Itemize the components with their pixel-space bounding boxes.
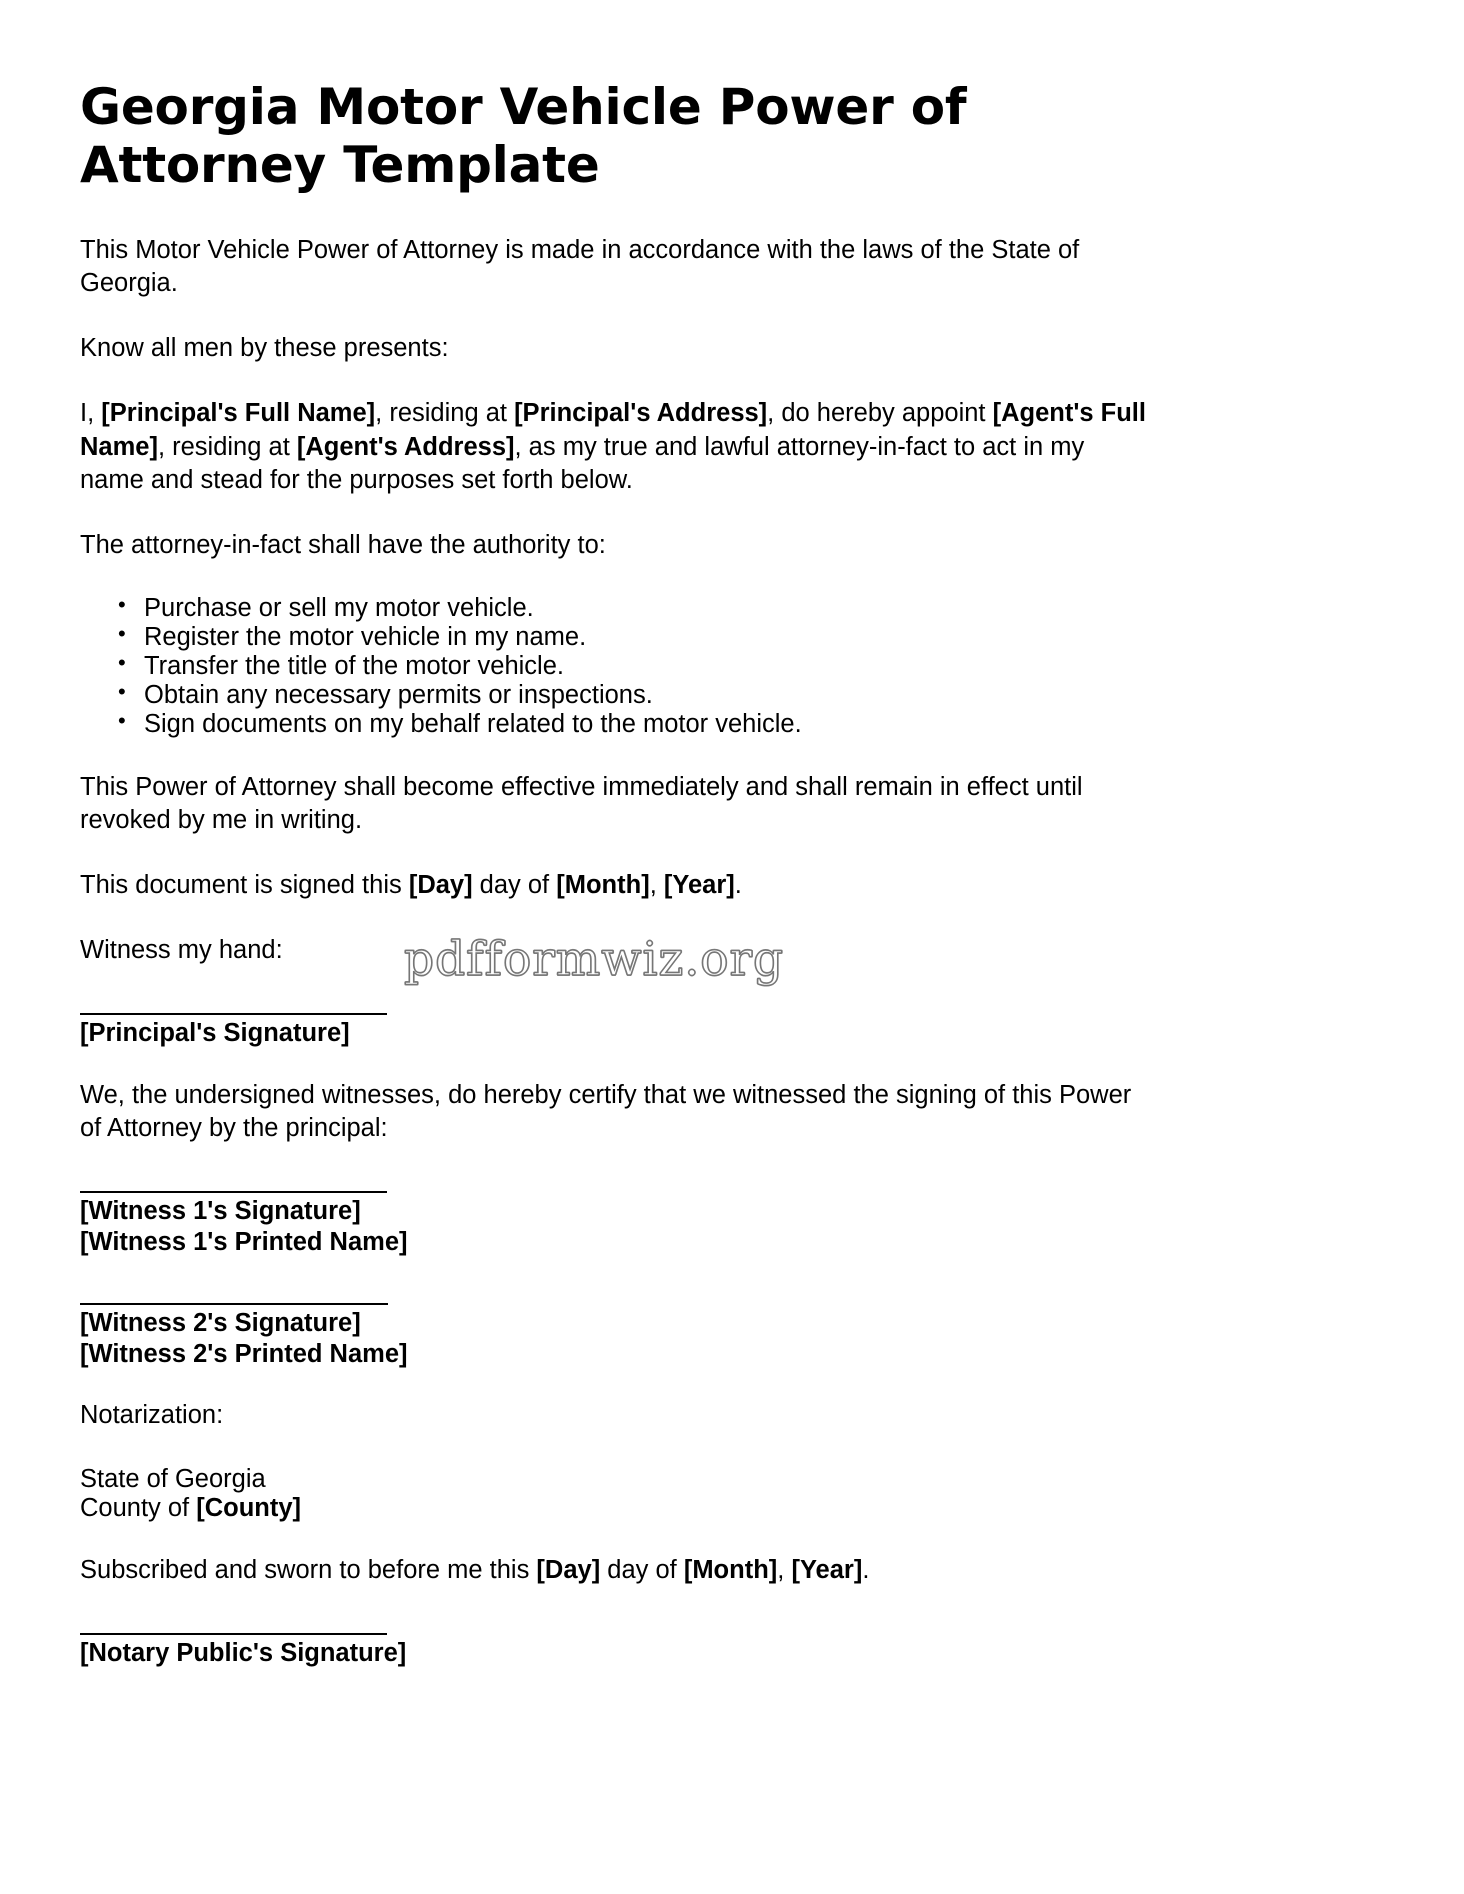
notary-jurisdiction-block — [80, 1465, 1368, 1524]
witness-my-hand-label: Witness my hand: — [80, 936, 283, 965]
agent-name-placeholder: [Agent's Full Name] — [80, 399, 1146, 461]
sworn-comma: , — [777, 1555, 792, 1584]
intro-accordance-paragraph: This Motor Vehicle Power of Attorney is made in accordance with the laws of the State of Georgia. — [80, 236, 1080, 298]
list-item: • Transfer the title of the motor vehicle. — [144, 652, 1219, 681]
effective-clause-paragraph: This Power of Attorney shall become effective immediately and shall remain in effect until revoked by me in writing. — [80, 772, 1083, 834]
know-all-men-paragraph: Know all men by these presents: — [80, 334, 449, 363]
sworn-suffix: . — [862, 1555, 870, 1584]
signed-month-placeholder: [Month] — [556, 870, 650, 899]
appointment-appoint-text: , do hereby appoint — [767, 399, 993, 428]
principal-address-placeholder: [Principal's Address] — [514, 399, 768, 428]
witness-one-printed-name-label: [Witness 1's Printed Name] — [80, 1227, 408, 1256]
authority-list — [80, 594, 1219, 739]
signed-date-comma: , — [649, 870, 664, 899]
notary-signature-label: [Notary Public's Signature] — [80, 1638, 407, 1667]
appointment-residing-at-2: , residing at — [157, 432, 297, 461]
notary-signature-block — [80, 1633, 1368, 1669]
notary-county-line — [80, 1494, 1368, 1524]
signed-date-paragraph — [80, 869, 1155, 902]
witness-one-signature-label: [Witness 1's Signature] — [80, 1197, 361, 1226]
signed-date-suffix: . — [734, 870, 742, 899]
signed-date-mid: day of — [472, 870, 557, 899]
authority-heading: The attorney-in-fact shall have the authority to: — [80, 530, 606, 559]
principal-name-placeholder: [Principal's Full Name] — [101, 399, 376, 428]
principal-signature-label: [Principal's Signature] — [80, 1019, 350, 1048]
principal-signature-line[interactable] — [80, 1013, 387, 1015]
notary-state-line: State of Georgia — [80, 1464, 266, 1493]
principal-signature-block — [80, 1013, 1368, 1049]
signed-date-prefix: This document is signed this — [80, 870, 409, 899]
sworn-mid: day of — [600, 1555, 684, 1584]
appointment-residing-at-1: , residing at — [375, 399, 515, 428]
site-watermark: pdfformwiz.org — [404, 932, 785, 987]
list-item: • Sign documents on my behalf related to the motor vehicle. — [144, 710, 1219, 739]
witness-two-printed-name-label: [Witness 2's Printed Name] — [80, 1339, 408, 1368]
witness-two-signature-label: [Witness 2's Signature] — [80, 1309, 361, 1338]
sworn-month-placeholder: [Month] — [683, 1555, 778, 1584]
page-title: Georgia Motor Vehicle Power of Attorney Template — [80, 78, 967, 194]
witness-one-signature-line[interactable] — [80, 1191, 387, 1193]
sworn-day-placeholder: [Day] — [536, 1555, 601, 1584]
list-item: • Register the motor vehicle in my name. — [144, 623, 1219, 652]
notary-county-prefix: County of — [80, 1494, 197, 1523]
appointment-paragraph — [80, 397, 1155, 496]
appointment-closing-text: , as my true and lawful attorney-in-fact to act in my name and stead for the purposes set forth below. — [80, 432, 1085, 494]
witness-two-signature-line[interactable] — [80, 1303, 388, 1305]
signed-day-placeholder: [Day] — [408, 870, 473, 899]
notary-signature-line[interactable] — [80, 1633, 387, 1635]
witness-one-block — [80, 1191, 1368, 1257]
sworn-year-placeholder: [Year] — [791, 1555, 863, 1584]
county-placeholder: [County] — [196, 1494, 302, 1523]
appointment-lead-in: I, — [80, 399, 102, 428]
notarization-heading: Notarization: — [80, 1401, 224, 1430]
signed-year-placeholder: [Year] — [663, 870, 735, 899]
list-item: • Obtain any necessary permits or inspections. — [144, 681, 1219, 710]
agent-address-placeholder: [Agent's Address] — [296, 432, 515, 461]
sworn-prefix: Subscribed and sworn to before me this — [80, 1555, 537, 1584]
list-item: • Purchase or sell my motor vehicle. — [144, 594, 1219, 623]
document-body — [80, 78, 1368, 1668]
witness-two-block — [80, 1303, 1368, 1369]
sworn-statement-paragraph — [80, 1554, 1155, 1587]
witness-certification-paragraph: We, the undersigned witnesses, do hereby certify that we witnessed the signing of this Power of Attorney by the principal: — [80, 1080, 1132, 1142]
